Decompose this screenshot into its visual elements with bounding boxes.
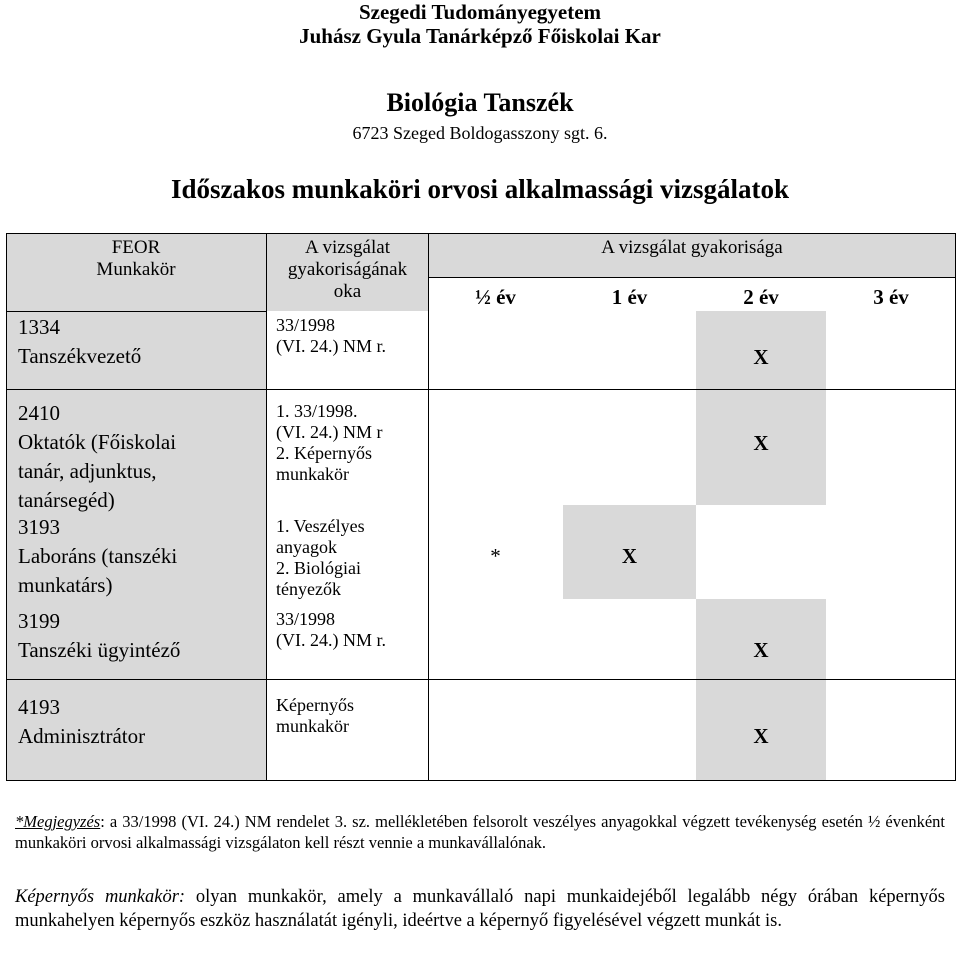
row-1334-job	[18, 313, 263, 371]
row-3193-reason-line-4: tényezők	[276, 579, 341, 599]
footnote-text: : a 33/1998 (VI. 24.) NM rendelet 3. sz. mellékletében felsorolt veszélyes anyagokkal végzett tevékenység esetén ½ évenként munkaköri orvosi alkalmassági vizsgálaton kell részt vennie a munkavállalónak.	[15, 812, 945, 852]
header-reason-line-1: A vizsgálat	[305, 237, 390, 258]
row-1334-code: 1334	[18, 315, 60, 339]
header-reason-line-3: oka	[333, 281, 362, 302]
row-4193-reason	[276, 695, 426, 737]
row-3193-reason-line-1: 1. Veszélyes	[276, 516, 365, 536]
divider-row4	[6, 679, 956, 680]
row-3193-mark-1ev: X	[621, 544, 638, 568]
university-name: Szegedi Tudományegyetem	[358, 0, 602, 24]
table-border-top	[6, 233, 956, 234]
table-border-right	[955, 233, 956, 781]
header-reason-cell	[267, 237, 428, 303]
divider-header-row	[6, 311, 266, 312]
row-2410-reason-line-1: 1. 33/1998.	[276, 401, 358, 421]
row-4193-title: Adminisztrátor	[18, 724, 146, 748]
row-3193-code: 3193	[18, 515, 60, 539]
header-frequency: A vizsgálat gyakorisága	[601, 237, 783, 258]
footnote-label: *Megjegyzés	[15, 812, 101, 831]
header-munkakor: Munkakör	[96, 259, 176, 280]
row-2410-title-line-3: tanársegéd)	[18, 488, 115, 512]
row-3193-title-line-1: Laboráns (tanszéki	[18, 544, 178, 568]
row-3193-reason-line-2: anyagok	[276, 537, 337, 557]
row-3199-title: Tanszéki ügyintéző	[18, 638, 181, 662]
examination-table	[6, 233, 956, 781]
row-1334-reason-line-2: (VI. 24.) NM r.	[276, 336, 386, 356]
freq-2-years: 2 év	[743, 285, 779, 309]
table-border-left	[6, 233, 7, 781]
row-4193-code: 4193	[18, 695, 60, 719]
row-3199-mark-2ev: X	[753, 638, 769, 662]
row-2410-mark-2ev: X	[753, 431, 769, 455]
row-3193-job	[18, 513, 263, 600]
row-2410-reason-line-2: (VI. 24.) NM r	[276, 422, 383, 442]
row-2410-reason-line-4: munkakör	[276, 464, 349, 484]
row-2410-code: 2410	[18, 401, 60, 425]
row-3199-reason-line-1: 33/1998	[276, 609, 336, 629]
department-name: Biológia Tanszék	[386, 88, 574, 117]
row-3193-reason	[276, 516, 426, 600]
row-4193-reason-line-2: munkakör	[276, 716, 349, 736]
freq-3-years: 3 év	[873, 285, 909, 309]
divider-frequency-subheader	[428, 277, 956, 278]
row-2410-reason	[276, 401, 426, 485]
row-1334-reason-line-1: 33/1998	[276, 315, 336, 335]
freq-1-year: 1 év	[611, 285, 648, 309]
row-3193-reason-line-3: 2. Biológiai	[276, 558, 361, 578]
definition-label: Képernyős munkakör:	[15, 887, 186, 907]
header-feor: FEOR	[111, 237, 161, 258]
row-2410-reason-line-3: 2. Képernyős	[276, 443, 372, 463]
row-3199-reason	[276, 609, 426, 651]
freq-half-year: ½ év	[475, 285, 516, 309]
row-1334-mark-2ev: X	[753, 345, 769, 369]
row-4193-job	[18, 693, 263, 751]
divider-reason-column	[428, 233, 429, 781]
header-feor-cell	[6, 237, 266, 281]
row-3199-job	[18, 607, 263, 665]
row-3199-code: 3199	[18, 609, 60, 633]
footnote-megjegyzes	[15, 811, 945, 853]
row-2410-title-line-2: tanár, adjunktus,	[18, 459, 157, 483]
row-3199-reason-line-2: (VI. 24.) NM r.	[276, 630, 386, 650]
row-4193-reason-line-1: Képernyős	[276, 695, 354, 715]
divider-code-column	[266, 233, 267, 781]
faculty-name: Juhász Gyula Tanárképző Főiskolai Kar	[299, 24, 661, 48]
row-1334-reason	[276, 315, 426, 357]
divider-row1	[6, 389, 956, 390]
header-reason-line-2: gyakoriságának	[287, 259, 408, 280]
definition-text: olyan munkakör, amely a munkavállaló napi munkaidejéből legalább négy órában képernyős munkahelyen képernyős eszköz használatát igényli, ideértve a képernyő figyelésével végzett munkát is.	[15, 887, 946, 931]
row-4193-mark-2ev: X	[753, 724, 769, 748]
row-1334-title: Tanszékvezető	[18, 344, 142, 368]
definition-kepernyos-munkakor	[15, 885, 945, 933]
row-2410-job	[18, 399, 263, 515]
row-3193-mark-half-year: *	[490, 544, 501, 568]
document-title: Időszakos munkaköri orvosi alkalmassági vizsgálatok	[170, 174, 790, 204]
row-3193-title-line-2: munkatárs)	[18, 573, 113, 597]
department-address: 6723 Szeged Boldogasszony sgt. 6.	[352, 123, 608, 143]
table-border-bottom	[6, 780, 956, 781]
row-2410-title-line-1: Oktatók (Főiskolai	[18, 430, 177, 454]
